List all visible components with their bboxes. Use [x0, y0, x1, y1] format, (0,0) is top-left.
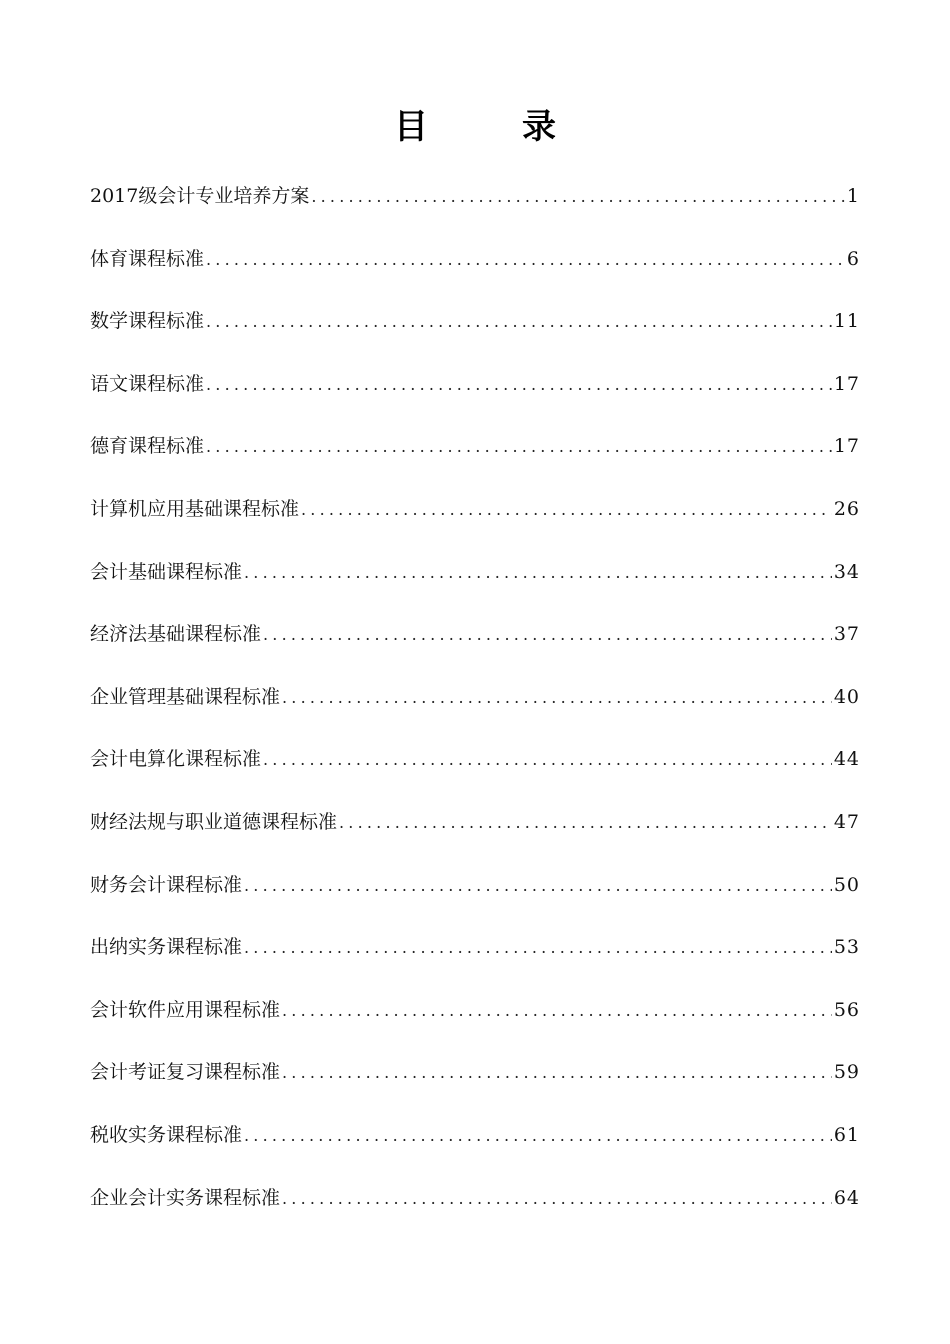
toc-entry-page: 37	[833, 623, 860, 646]
toc-entry-page: 26	[833, 497, 860, 520]
toc-dot-leader	[282, 1055, 832, 1091]
page-title: 目 录	[394, 107, 586, 147]
toc-dot-leader	[282, 1181, 832, 1217]
toc-dot-leader	[263, 617, 832, 653]
toc-entry-title: 经济法基础课程标准	[90, 623, 262, 646]
toc-entry[interactable]	[90, 366, 860, 429]
toc-entry-title: 财务会计课程标准	[90, 873, 243, 896]
toc-entry-title: 数学课程标准	[90, 310, 205, 333]
toc-entry-title: 会计软件应用课程标准	[90, 998, 281, 1021]
toc-dot-leader	[244, 930, 832, 966]
toc-entry-page: 40	[833, 685, 860, 708]
toc-entry-page: 50	[833, 873, 860, 896]
toc-entry-page: 6	[846, 247, 860, 270]
toc-entry[interactable]	[90, 241, 860, 304]
toc-entry-title: 会计考证复习课程标准	[90, 1061, 281, 1084]
toc-entry[interactable]	[90, 491, 860, 554]
toc-dot-leader	[206, 304, 832, 340]
toc-entry-page: 59	[833, 1061, 860, 1084]
toc-entry[interactable]	[90, 303, 860, 366]
toc-dot-leader	[263, 742, 832, 778]
toc-entry-title: 体育课程标准	[90, 247, 205, 270]
toc-entry-page: 11	[833, 310, 860, 333]
toc-entry[interactable]	[90, 1117, 860, 1180]
toc-entry[interactable]	[90, 929, 860, 992]
toc-entry[interactable]	[90, 992, 860, 1055]
toc-entry-title: 计算机应用基础课程标准	[90, 497, 300, 520]
toc-entry[interactable]	[90, 1180, 860, 1243]
toc-entry-title: 财经法规与职业道德课程标准	[90, 810, 338, 833]
toc-entry[interactable]	[90, 741, 860, 804]
toc-entry-page: 44	[833, 748, 860, 771]
toc-entry-title: 出纳实务课程标准	[90, 936, 243, 959]
toc-entry-title: 会计基础课程标准	[90, 560, 243, 583]
toc-entry-title: 会计电算化课程标准	[90, 748, 262, 771]
toc-entry[interactable]	[90, 679, 860, 742]
toc-entry-page: 34	[833, 560, 860, 583]
toc-entry[interactable]	[90, 178, 860, 241]
toc-dot-leader	[244, 555, 832, 591]
toc-entry-page: 64	[833, 1186, 860, 1209]
table-of-contents	[90, 178, 860, 1242]
toc-entry-title: 语文课程标准	[90, 372, 205, 395]
toc-entry-page: 17	[833, 372, 860, 395]
toc-dot-leader	[301, 492, 832, 528]
toc-dot-leader	[244, 1118, 832, 1154]
toc-dot-leader	[206, 367, 832, 403]
toc-entry[interactable]	[90, 428, 860, 491]
toc-entry[interactable]	[90, 616, 860, 679]
toc-dot-leader	[282, 680, 832, 716]
toc-entry-title: 企业管理基础课程标准	[90, 685, 281, 708]
toc-entry-page: 47	[833, 810, 860, 833]
toc-dot-leader	[339, 805, 832, 841]
toc-entry-title: 企业会计实务课程标准	[90, 1186, 281, 1209]
toc-entry-page: 17	[833, 435, 860, 458]
toc-entry[interactable]	[90, 867, 860, 930]
toc-dot-leader	[311, 179, 845, 215]
toc-entry[interactable]	[90, 554, 860, 617]
toc-dot-leader	[206, 242, 845, 278]
toc-entry-page: 53	[833, 936, 860, 959]
toc-dot-leader	[206, 429, 832, 465]
toc-entry[interactable]	[90, 1054, 860, 1117]
toc-dot-leader	[282, 993, 832, 1029]
toc-entry-title: 德育课程标准	[90, 435, 205, 458]
toc-entry-title: 2017级会计专业培养方案	[90, 185, 310, 207]
toc-entry-page: 61	[833, 1123, 860, 1146]
toc-dot-leader	[244, 868, 832, 904]
toc-entry-page: 56	[833, 998, 860, 1021]
toc-entry[interactable]	[90, 804, 860, 867]
toc-entry-page: 1	[846, 185, 860, 207]
toc-entry-title: 税收实务课程标准	[90, 1123, 243, 1146]
